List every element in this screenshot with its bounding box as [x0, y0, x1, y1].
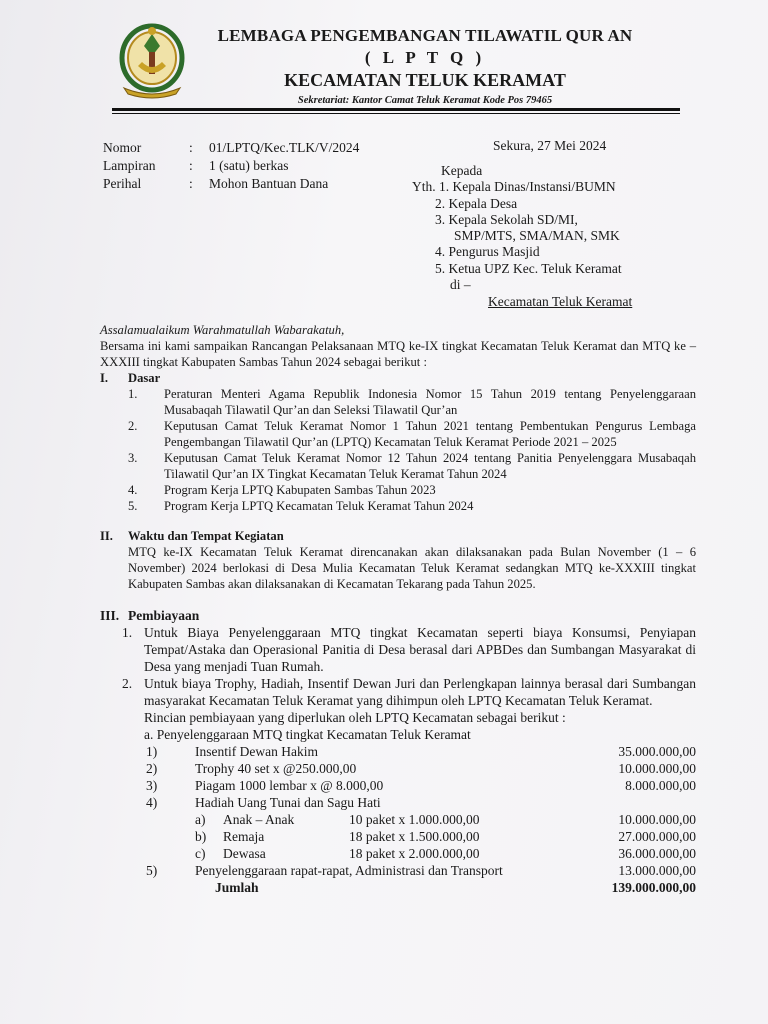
greeting: Assalamualaikum Warahmatullah Wabarakatuh, — [100, 323, 345, 337]
cost-row: 2) Trophy 40 set x @250.000,00 10.000.000,00 — [146, 761, 696, 776]
list-item: 1. Peraturan Menteri Agama Republik Indonesia Nomor 15 Tahun 2019 tentang Penyelenggaraan Musabaqah Tilawatil Qur’an dan Seleksi Tilawatil Qur’an — [128, 387, 696, 417]
list-item: 1. Untuk Biaya Penyelenggaraan MTQ tingkat Kecamatan seperti biaya Konsumsi, Penyiapan Tempat/Astaka dan Operasional Panitia di Desa berasal dari APBDes dan Sumbangan Masyarakat di Desa yang menjadi Tuan Rumah. — [122, 625, 696, 674]
org-district: KECAMATAN TELUK KERAMAT — [284, 70, 566, 90]
recipient-item: 2. Kepala Desa — [435, 195, 518, 211]
recipient-item-cont: SMP/MTS, SMA/MAN, SMK — [454, 228, 620, 244]
cost-table — [146, 743, 696, 896]
letterhead-rule-thin — [112, 113, 680, 114]
list-item: 2. Untuk biaya Trophy, Hadiah, Insentif Dewan Juri dan Perlengkapan lainnya berasal dari Sumbangan masyarakat Kecamatan Teluk Keramat yang dihimpun oleh LPTQ Kecamatan Teluk Keramat. — [122, 676, 696, 708]
waktu-paragraph: MTQ ke-IX Kecamatan Teluk Keramat direncanakan akan dilaksanakan pada Bulan November (1 – 6 November) 2024 berlokasi di Desa Mulia Kecamatan Teluk Keramat sedangkan MTQ ke-XXXIII tingkat Kabupaten Sambas akan dilaksanakan di Kecamatan Tekarang pada Tahun 2025. — [128, 545, 696, 591]
letter-body — [100, 322, 696, 896]
section-heading: III. Pembiayaan — [100, 608, 200, 623]
rincian-intro: Rincian pembiayaan yang diperlukan oleh LPTQ Kecamatan sebagai berikut : — [144, 710, 566, 725]
letterhead — [190, 26, 660, 106]
di-label: di – — [450, 277, 471, 293]
total-row — [146, 879, 696, 896]
section-heading: II. Waktu dan Tempat Kegiatan — [100, 529, 284, 543]
rincian-sub-a: a. Penyelenggaraan MTQ tingkat Kecamatan Teluk Keramat — [144, 727, 471, 742]
dasar-list — [128, 386, 696, 514]
yth-label: Yth. — [412, 179, 436, 195]
nomor-label: Nomor — [103, 140, 142, 155]
lampiran-value: 1 (satu) berkas — [209, 158, 289, 173]
total-label: Jumlah — [215, 880, 259, 895]
org-abbrev: ( L P T Q ) — [364, 48, 486, 67]
section-heading: I. Dasar — [100, 371, 161, 385]
perihal-label: Perihal — [103, 176, 142, 191]
lampiran-label: Lampiran — [103, 158, 156, 173]
cost-row: 3) Piagam 1000 lembar x @ 8.000,00 8.000.000,00 — [146, 778, 696, 793]
org-secretariat: Sekretariat: Kantor Camat Teluk Keramat Kode Pos 79465 — [297, 95, 553, 106]
org-name: LEMBAGA PENGEMBANGAN TILAWATIL QUR AN — [217, 26, 633, 45]
hadiah-row: b) Remaja 18 paket x 1.500.000,00 27.000.000,00 — [195, 829, 696, 844]
lptq-emblem-logo — [116, 22, 188, 100]
recipient-block — [412, 163, 632, 311]
cost-row: 4) Hadiah Uang Tunai dan Sagu Hati — [146, 795, 381, 810]
recipient-item: 1. Kepala Dinas/Instansi/BUMN — [439, 179, 616, 195]
recipient-item: 4. Pengurus Masjid — [435, 244, 540, 260]
letter-meta: Nomor : 01/LPTQ/Kec.TLK/V/2024 Lampiran : 1 (satu) berkas Perihal : Mohon Bantuan Dana — [103, 140, 360, 191]
kepada-heading: Kepada — [441, 163, 483, 178]
hadiah-row: a) Anak – Anak 10 paket x 1.000.000,00 10.000.000,00 — [195, 812, 696, 827]
nomor-value: 01/LPTQ/Kec.TLK/V/2024 — [209, 140, 360, 155]
recipient-destination: Kecamatan Teluk Keramat — [488, 294, 633, 310]
list-item: 3. Keputusan Camat Teluk Keramat Nomor 12 Tahun 2024 tentang Panitia Penyelenggara Musabaqah Tilawatil Qur’an IX Tingkat Kecamatan Teluk Keramat Tahun 2024 — [128, 451, 696, 481]
pembiayaan-list — [122, 624, 696, 709]
total-value: 139.000.000,00 — [611, 880, 696, 895]
recipient-item: 5. Ketua UPZ Kec. Teluk Keramat — [435, 260, 622, 276]
hadiah-row: c) Dewasa 18 paket x 2.000.000,00 36.000.000,00 — [195, 846, 696, 861]
perihal-value: Mohon Bantuan Dana — [209, 176, 329, 191]
list-item: 4. Program Kerja LPTQ Kabupaten Sambas Tahun 2023 — [128, 483, 436, 497]
cost-row: 5) Penyelenggaraan rapat-rapat, Administrasi dan Transport 13.000.000,00 — [146, 863, 696, 878]
section-waktu — [100, 528, 696, 592]
list-item: 5. Program Kerja LPTQ Kecamatan Teluk Keramat Tahun 2024 — [128, 499, 474, 513]
letter-date: Sekura, 27 Mei 2024 — [493, 138, 607, 153]
list-item: 2. Keputusan Camat Teluk Keramat Nomor 1 Tahun 2021 tentang Pembentukan Pengurus Lembaga Pengembangan Tilawatil Qur’an (LPTQ) Kecamatan Teluk Keramat Periode 2021 – 2025 — [128, 419, 696, 449]
intro-paragraph: Bersama ini kami sampaikan Rancangan Pelaksanaan MTQ ke-IX tingkat Kecamatan Teluk Keramat dan MTQ ke – XXXIII tingkat Kabupaten Sambas Tahun 2024 sebagai berikut : — [100, 339, 696, 369]
recipient-item: 3. Kepala Sekolah SD/MI, — [435, 211, 578, 227]
letterhead-rule-thick — [112, 108, 680, 111]
section-pembiayaan — [100, 607, 696, 896]
cost-row: 1) Insentif Dewan Hakim 35.000.000,00 — [146, 744, 696, 759]
